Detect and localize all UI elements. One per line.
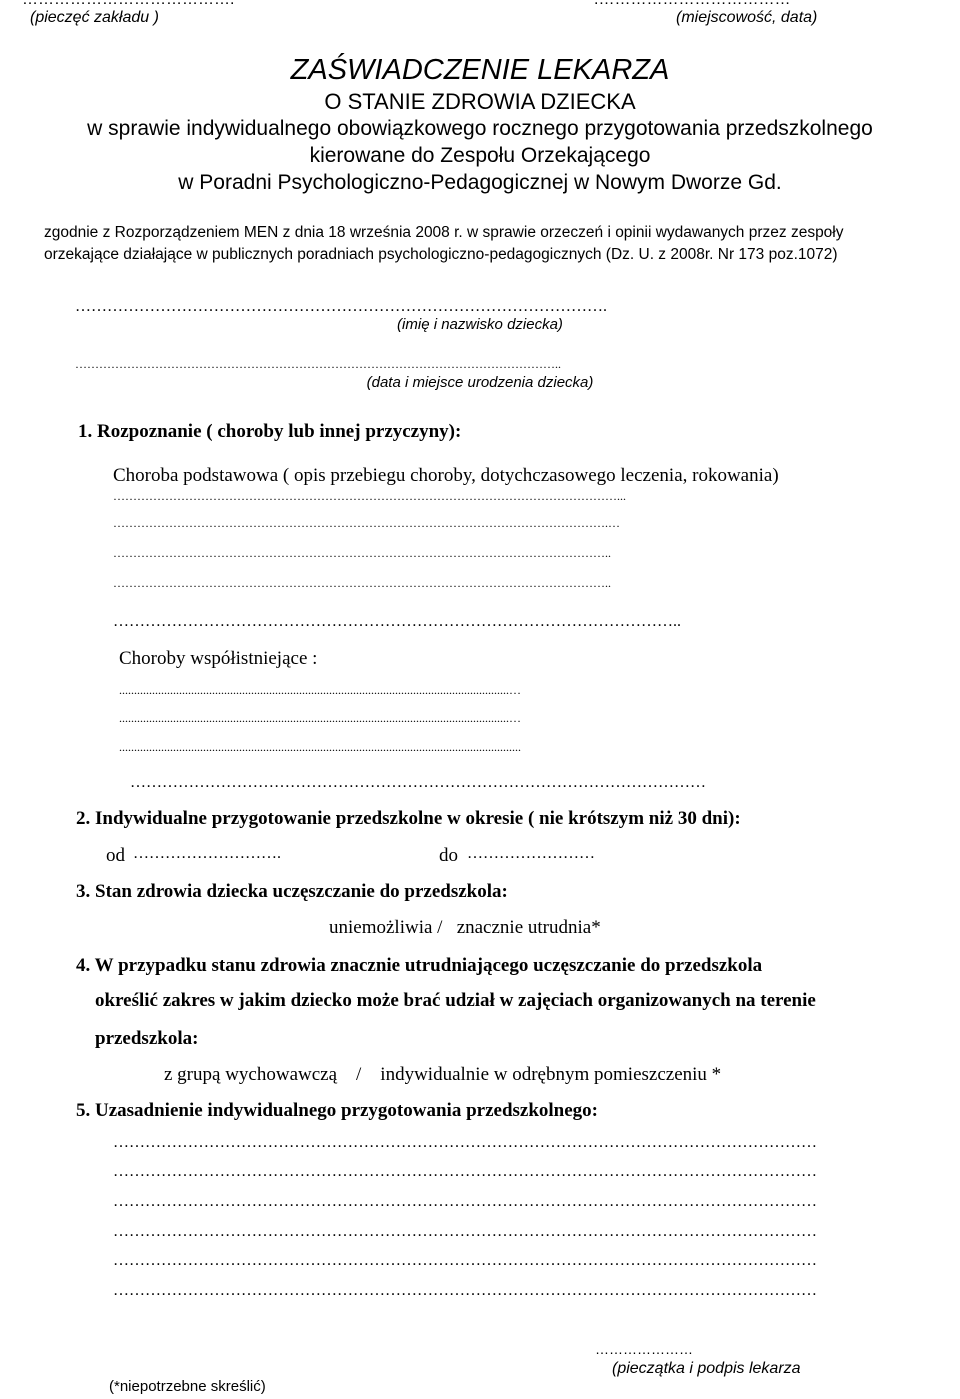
child-name-field[interactable]: ………………………………………………………………………………………. [75, 298, 607, 315]
participation-options[interactable]: z grupą wychowawczą / indywidualnie w odrębnym pomieszczeniu * [164, 1064, 722, 1085]
doctor-signature-field[interactable]: ………………… [595, 1341, 693, 1357]
stamp-label: (pieczęć zakładu ) [30, 9, 159, 26]
main-disease-line-4[interactable]: …………………………………………………………………………………………………………….. [113, 576, 611, 590]
main-disease-label: Choroba podstawowa ( opis przebiegu choroby, dotychczasowego leczenia, rokowania) [113, 465, 779, 486]
document-subtitle: O STANIE ZDROWIA DZIECKA [324, 89, 636, 114]
coexisting-line-4[interactable]: ……………………………………………………………………………………………… [130, 774, 706, 791]
period-from-field[interactable]: ………………………. [133, 845, 281, 862]
child-birth-field[interactable]: ………………………………………………………………………………………………………….. [75, 357, 561, 371]
place-dots [594, 0, 934, 9]
section-3-heading: 3. Stan zdrowia dziecka uczęszczanie do przedszkola: [76, 881, 508, 902]
section-4-heading-line-2: określić zakres w jakim dziecko może brać udział w zajęciach organizowanych na terenie [95, 990, 816, 1011]
period-from-label: od [106, 845, 125, 866]
period-to-label: do [439, 845, 458, 866]
justification-line-4[interactable]: …………………………………………………………………………………………………………………… [113, 1223, 817, 1240]
document-title: ZAŚWIADCZENIE LEKARZA [290, 54, 670, 86]
justification-line-3[interactable]: …………………………………………………………………………………………………………………… [113, 1193, 817, 1210]
child-birth-label: (data i miejsce urodzenia dziecka) [366, 374, 594, 391]
justification-line-2[interactable]: …………………………………………………………………………………………………………………… [113, 1163, 817, 1180]
section-4-heading-line-3: przedszkola: [95, 1028, 199, 1049]
section-1-heading: 1. Rozpoznanie ( choroby lub innej przyczyny): [78, 421, 462, 442]
coexisting-label: Choroby współistniejące : [119, 648, 318, 669]
section-5-heading: 5. Uzasadnienie indywidualnego przygotowania przedszkolnego: [76, 1100, 599, 1121]
child-name-label: (imię i nazwisko dziecka) [397, 316, 563, 333]
attendance-options[interactable]: uniemożliwia / znacznie utrudnia* [329, 917, 601, 938]
document-addressee: kierowane do Zespołu Orzekającego [309, 144, 651, 167]
doctor-signature-label: (pieczątka i podpis lekarza [612, 1360, 801, 1377]
justification-line-5[interactable]: …………………………………………………………………………………………………………………… [113, 1252, 817, 1269]
main-disease-line-3[interactable]: …………………………………………………………………………………………………………….. [113, 546, 611, 560]
coexisting-line-3[interactable]: ...................................................................................................................................... [119, 740, 521, 754]
coexisting-line-1[interactable]: ..................................................................................................................................… [119, 683, 521, 697]
document-institution: w Poradni Psychologiczno-Pedagogicznej w Nowym Dworze Gd. [178, 171, 782, 194]
section-4-heading-line-1: 4. W przypadku stanu zdrowia znacznie utrudniającego uczęszczanie do przedszkola [76, 955, 763, 976]
footnote: (*niepotrzebne skreślić) [109, 1378, 266, 1395]
coexisting-line-2[interactable]: ..................................................................................................................................… [119, 711, 521, 725]
justification-line-6[interactable]: …………………………………………………………………………………………………………………… [113, 1282, 817, 1299]
regulation-line-1: zgodnie z Rozporządzeniem MEN z dnia 18 września 2008 r. w sprawie orzeczeń i opinii wydawanych przez zespoły [44, 224, 844, 241]
document-purpose: w sprawie indywidualnego obowiązkowego rocznego przygotowania przedszkolnego [87, 117, 873, 140]
main-disease-line-5[interactable]: …………………………………………………………………………………………….. [113, 613, 681, 630]
regulation-line-2: orzekające działające w publicznych poradniach psychologiczno-pedagogicznych (Dz. U. z 2008r. Nr 173 poz.1072) [44, 246, 838, 263]
place-label: (miejscowość, data) [676, 9, 818, 26]
main-disease-line-1[interactable]: ………………………………………………………………………………………………………………... [113, 489, 626, 503]
period-to-field[interactable]: …………………… [467, 845, 595, 862]
justification-line-1[interactable]: …………………………………………………………………………………………………………………… [113, 1134, 817, 1151]
main-disease-line-2[interactable]: …………………………………………………………………………………………………………….… [113, 516, 620, 530]
stamp-dots [22, 0, 342, 9]
section-2-heading: 2. Indywidualne przygotowanie przedszkolne w okresie ( nie krótszym niż 30 dni): [76, 808, 741, 829]
